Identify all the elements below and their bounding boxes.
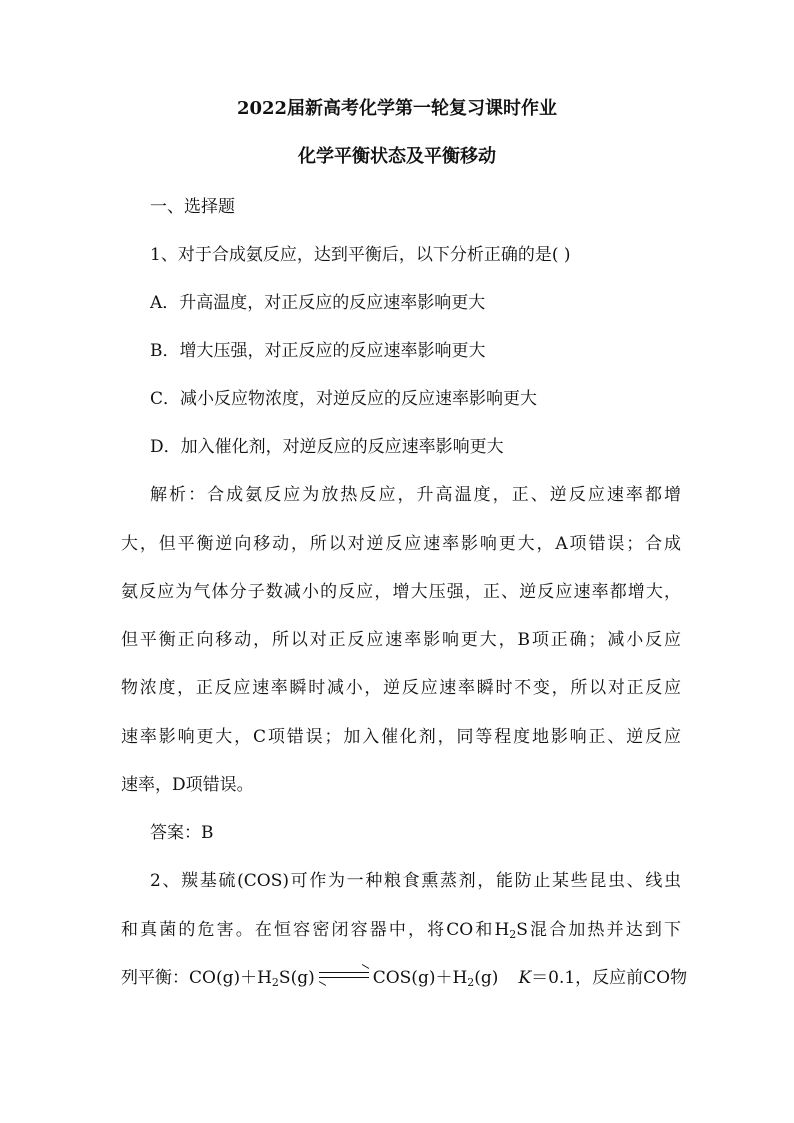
text-run: S混合加热并达到下 [516,920,681,940]
question-1-analysis-line: 速率，D项错误。 [121,775,254,795]
question-1-option-b: B．增大压强，对正反应的反应速率影响更大 [150,341,486,361]
equilibrium-arrow-icon [319,969,369,981]
question-1-analysis-line: 速率影响更大，C项错误；加入催化剂，同等程度地影响正、逆反应 [121,727,681,747]
subscript: 2 [271,976,279,989]
equilibrium-constant-symbol: K [518,968,532,988]
subscript: 2 [467,976,475,989]
question-1-analysis-line: 解析：合成氨反应为放热反应，升高温度，正、逆反应速率都增 [150,485,681,505]
question-1-option-c: C．减小反应物浓度，对逆反应的反应速率影响更大 [150,389,538,409]
question-1-analysis-line: 氨反应为气体分子数减小的反应，增大压强，正、逆反应速率都增大， [121,582,681,602]
question-2-equilibrium-line [121,968,688,989]
question-2-line-1: 2、羰基硫(COS)可作为一种粮食熏蒸剂，能防止某些昆虫、线虫 [150,871,681,891]
question-1-option-a: A．升高温度，对正反应的反应速率影响更大 [150,293,486,313]
text-run: 列平衡：CO(g)＋H [121,968,272,988]
question-1-analysis-line: 物浓度，正反应速率瞬时减小，逆反应速率瞬时不变，所以对正反应 [121,678,681,698]
question-1-answer: 答案：B [150,823,214,843]
subscript: 2 [509,928,517,941]
question-1-option-d: D．加入催化剂，对逆反应的反应速率影响更大 [150,437,504,457]
text-run: S(g) [278,968,315,988]
question-1-analysis-line: 但平衡正向移动，所以对正反应速率影响更大，B项正确；减小反应 [121,630,681,650]
text-run: (g) [474,968,499,988]
text-run: 和真菌的危害。在恒容密闭容器中，将CO和H [121,920,510,940]
question-2-line-2 [121,920,681,940]
question-1-analysis-line: 大，但平衡逆向移动，所以对逆反应速率影响更大，A项错误；合成 [121,534,681,554]
text-run: COS(g)＋H [372,968,468,988]
text-run: ＝0.1，反应前CO物 [531,968,688,988]
question-1-stem: 1、对于合成氨反应，达到平衡后，以下分析正确的是( ) [150,245,571,265]
section-heading: 一、选择题 [150,197,235,217]
document-title: 2022届新高考化学第一轮复习课时作业 [236,98,558,119]
document-subtitle: 化学平衡状态及平衡移动 [298,146,496,167]
